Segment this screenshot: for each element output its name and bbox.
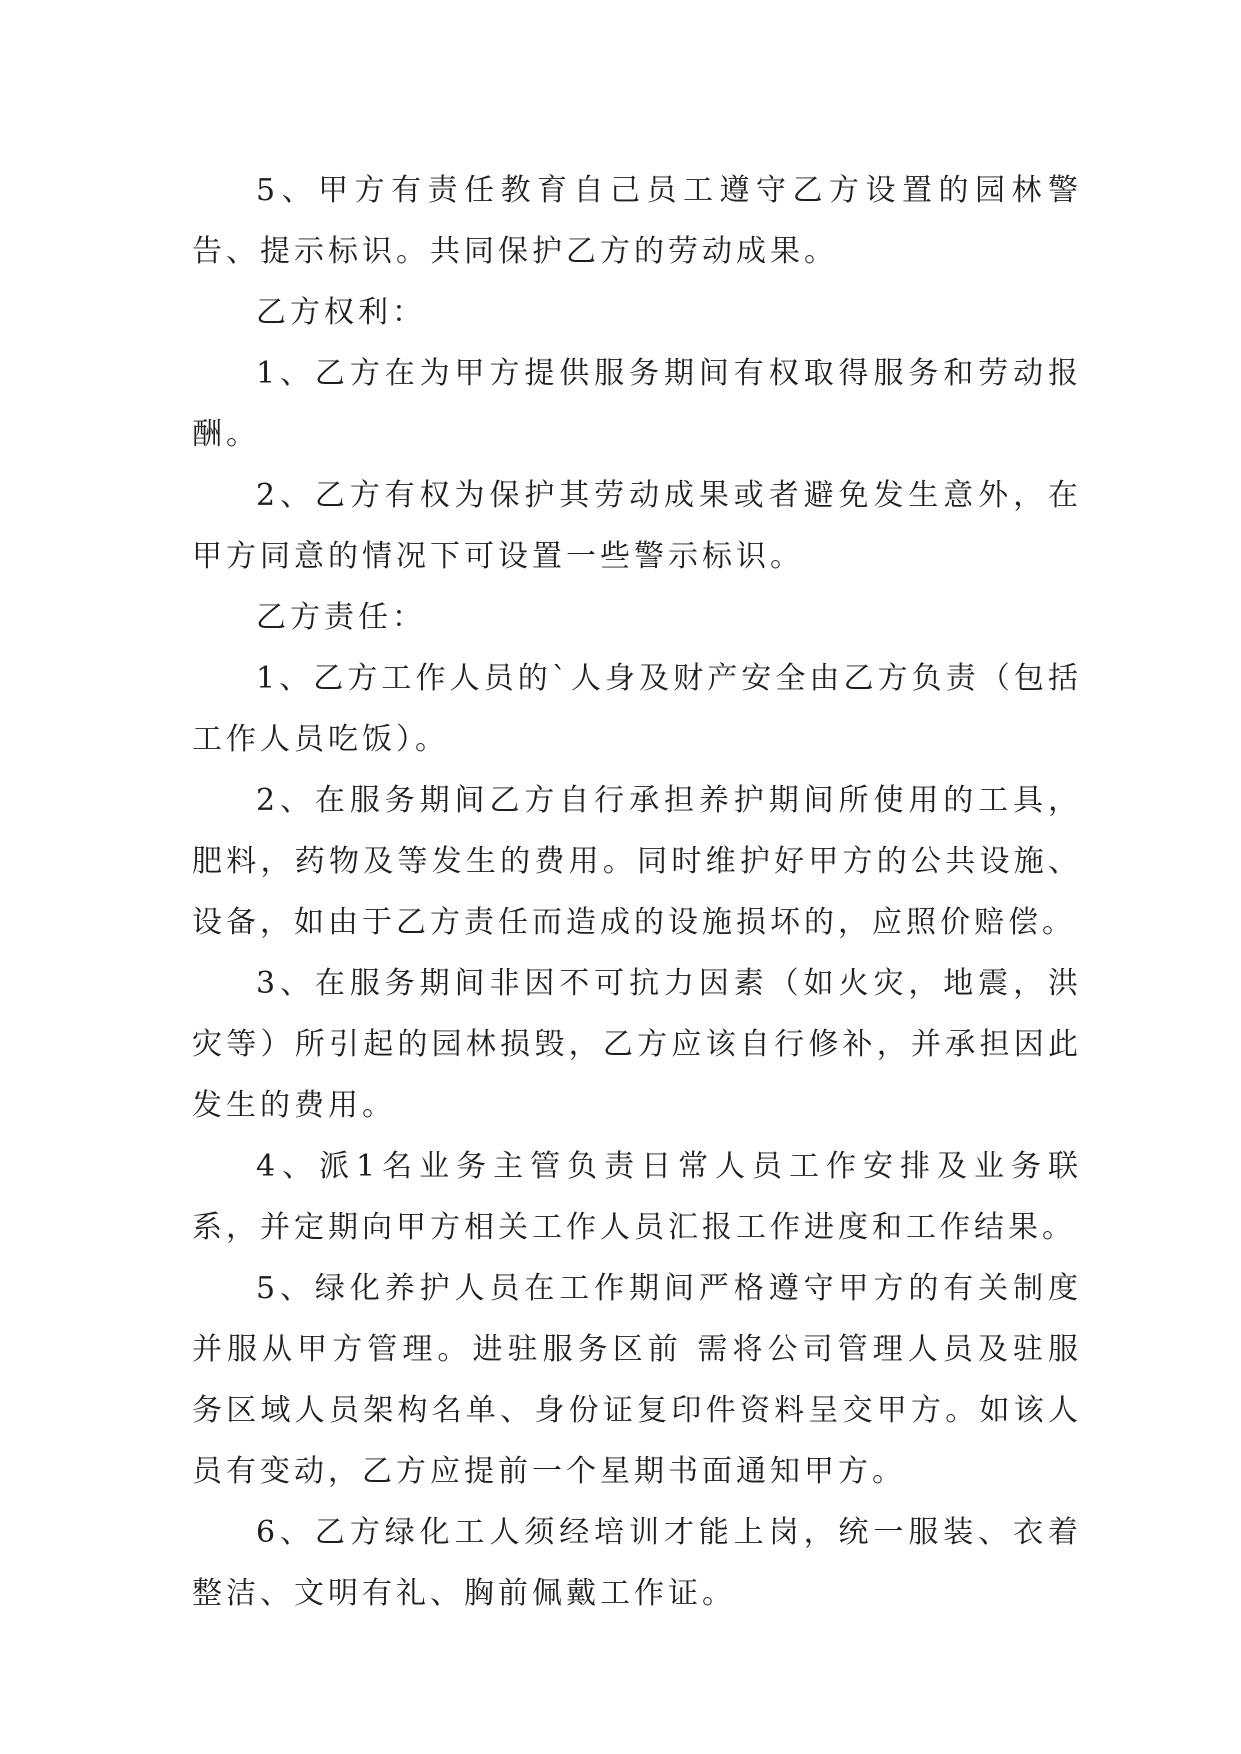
- section-heading: 乙方责任：: [256, 600, 426, 635]
- paragraph: 4、派1名业务主管负责日常人员工作安排及业务联系，并定期向甲方相关工作人员汇报工作进度和工作结果。: [192, 1149, 1082, 1245]
- paragraph: 5、绿化养护人员在工作期间严格遵守甲方的有关制度并服从甲方管理。进驻服务区前 需将公司管理人员及驻服务区域人员架构名单、身份证复印件资料呈交甲方。如该人员有变动，乙方应提前一个星期书面通知甲方。: [192, 1271, 1082, 1489]
- section-heading: 乙方权利：: [256, 295, 426, 330]
- paragraph: 3、在服务期间非因不可抗力因素（如火灾，地震，洪灾等）所引起的园林损毁，乙方应该自行修补，并承担因此发生的费用。: [192, 966, 1082, 1123]
- paragraph: 2、乙方有权为保护其劳动成果或者避免发生意外，在甲方同意的情况下可设置一些警示标识。: [192, 478, 1082, 574]
- paragraph: 1、乙方工作人员的`人身及财产安全由乙方负责（包括工作人员吃饭）。: [192, 661, 1082, 757]
- document-body: [192, 160, 1082, 1624]
- paragraph: 1、乙方在为甲方提供服务期间有权取得服务和劳动报酬。: [192, 356, 1082, 452]
- paragraph: 6、乙方绿化工人须经培训才能上岗，统一服装、衣着整洁、文明有礼、胸前佩戴工作证。: [192, 1515, 1082, 1611]
- paragraph: 2、在服务期间乙方自行承担养护期间所使用的工具，肥料，药物及等发生的费用。同时维护好甲方的公共设施、设备，如由于乙方责任而造成的设施损坏的，应照价赔偿。: [192, 783, 1082, 940]
- paragraph: 5、甲方有责任教育自己员工遵守乙方设置的园林警告、提示标识。共同保护乙方的劳动成果。: [192, 173, 1082, 269]
